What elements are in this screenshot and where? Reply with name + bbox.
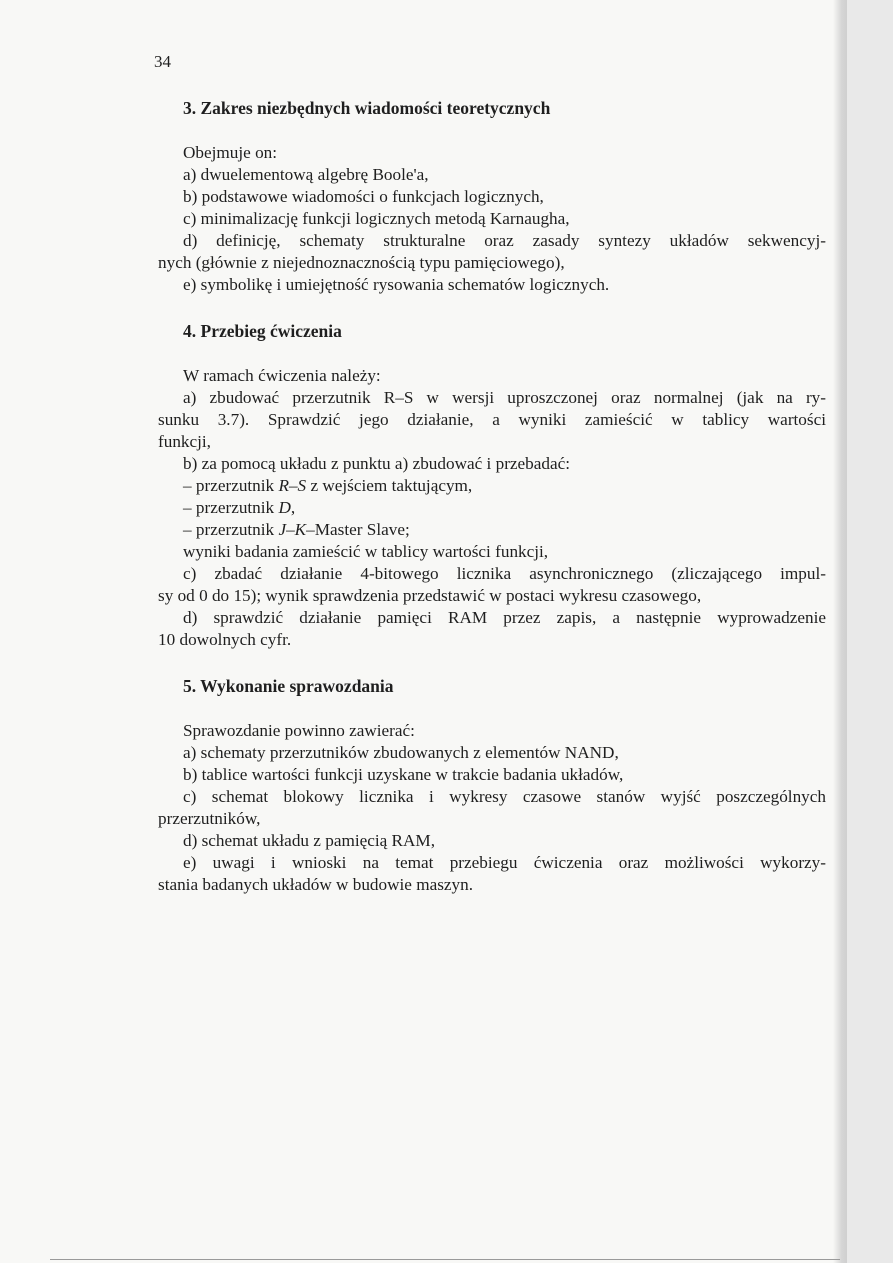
section-4-item-b-result: wyniki badania zamieścić w tablicy wartości funkcji, xyxy=(183,542,549,561)
section-5-heading: 5. Wykonanie sprawozdania xyxy=(183,676,394,696)
section-5-item-e-line2: stania badanych układów w budowie maszyn. xyxy=(158,875,474,894)
section-3-item-d-line1: d) definicję, schematy strukturalne oraz zasady syntezy układów sekwencyj- xyxy=(183,231,826,250)
section-4-item-b: b) za pomocą układu z punktu a) zbudować i przebadać: xyxy=(183,454,571,473)
section-3-intro: Obejmuje on: xyxy=(183,143,278,162)
section-4-dash-d: – przerzutnik D, xyxy=(183,498,296,517)
page-edge-shadow xyxy=(833,0,847,1263)
section-4-heading: 4. Przebieg ćwiczenia xyxy=(183,321,342,341)
page-content xyxy=(158,96,826,896)
section-5-intro: Sprawozdanie powinno zawierać: xyxy=(183,721,415,740)
section-4-dash-jk: – przerzutnik J–K–Master Slave; xyxy=(183,520,410,539)
section-4-item-a-line2: sunku 3.7). Sprawdzić jego działanie, a wyniki zamieścić w tablicy wartości xyxy=(158,410,826,429)
section-5-item-a: a) schematy przerzutników zbudowanych z elementów NAND, xyxy=(183,743,619,762)
section-3-item-c: c) minimalizację funkcji logicznych metodą Karnaugha, xyxy=(183,209,570,228)
section-3-item-e: e) symbolikę i umiejętność rysowania schematów logicznych. xyxy=(183,275,610,294)
section-5-item-d: d) schemat układu z pamięcią RAM, xyxy=(183,831,436,850)
section-3-item-a: a) dwuelementową algebrę Boole'a, xyxy=(183,165,429,184)
section-5-item-b: b) tablice wartości funkcji uzyskane w trakcie badania układów, xyxy=(183,765,624,784)
section-4-item-d-line1: d) sprawdzić działanie pamięci RAM przez zapis, a następnie wyprowadzenie xyxy=(183,608,826,627)
section-4-dash-rs: – przerzutnik R–S z wejściem taktującym, xyxy=(183,476,473,495)
section-5-item-c-line2: przerzutników, xyxy=(158,809,261,828)
section-4-item-c-line1: c) zbadać działanie 4-bitowego licznika asynchronicznego (zliczającego impul- xyxy=(183,564,826,583)
section-5-item-e-line1: e) uwagi i wnioski na temat przebiegu ćwiczenia oraz możliwości wykorzy- xyxy=(183,853,826,872)
page-number: 34 xyxy=(154,52,171,71)
section-5-item-c-line1: c) schemat blokowy licznika i wykresy czasowe stanów wyjść poszczególnych xyxy=(183,787,826,806)
section-4-item-d-line2: 10 dowolnych cyfr. xyxy=(158,630,292,649)
section-3-item-d-line2: nych (głównie z niejednoznacznością typu pamięciowego), xyxy=(158,253,565,272)
section-3-item-b: b) podstawowe wiadomości o funkcjach logicznych, xyxy=(183,187,544,206)
section-4-item-a-line1: a) zbudować przerzutnik R–S w wersji uproszczonej oraz normalnej (jak na ry- xyxy=(183,388,826,407)
bottom-scan-line xyxy=(50,1259,840,1260)
section-4-intro: W ramach ćwiczenia należy: xyxy=(183,366,381,385)
section-4-item-a-line3: funkcji, xyxy=(158,432,211,451)
section-4-item-c-line2: sy od 0 do 15); wynik sprawdzenia przedstawić w postaci wykresu czasowego, xyxy=(158,586,702,605)
section-3-heading: 3. Zakres niezbędnych wiadomości teoretycznych xyxy=(183,98,551,118)
